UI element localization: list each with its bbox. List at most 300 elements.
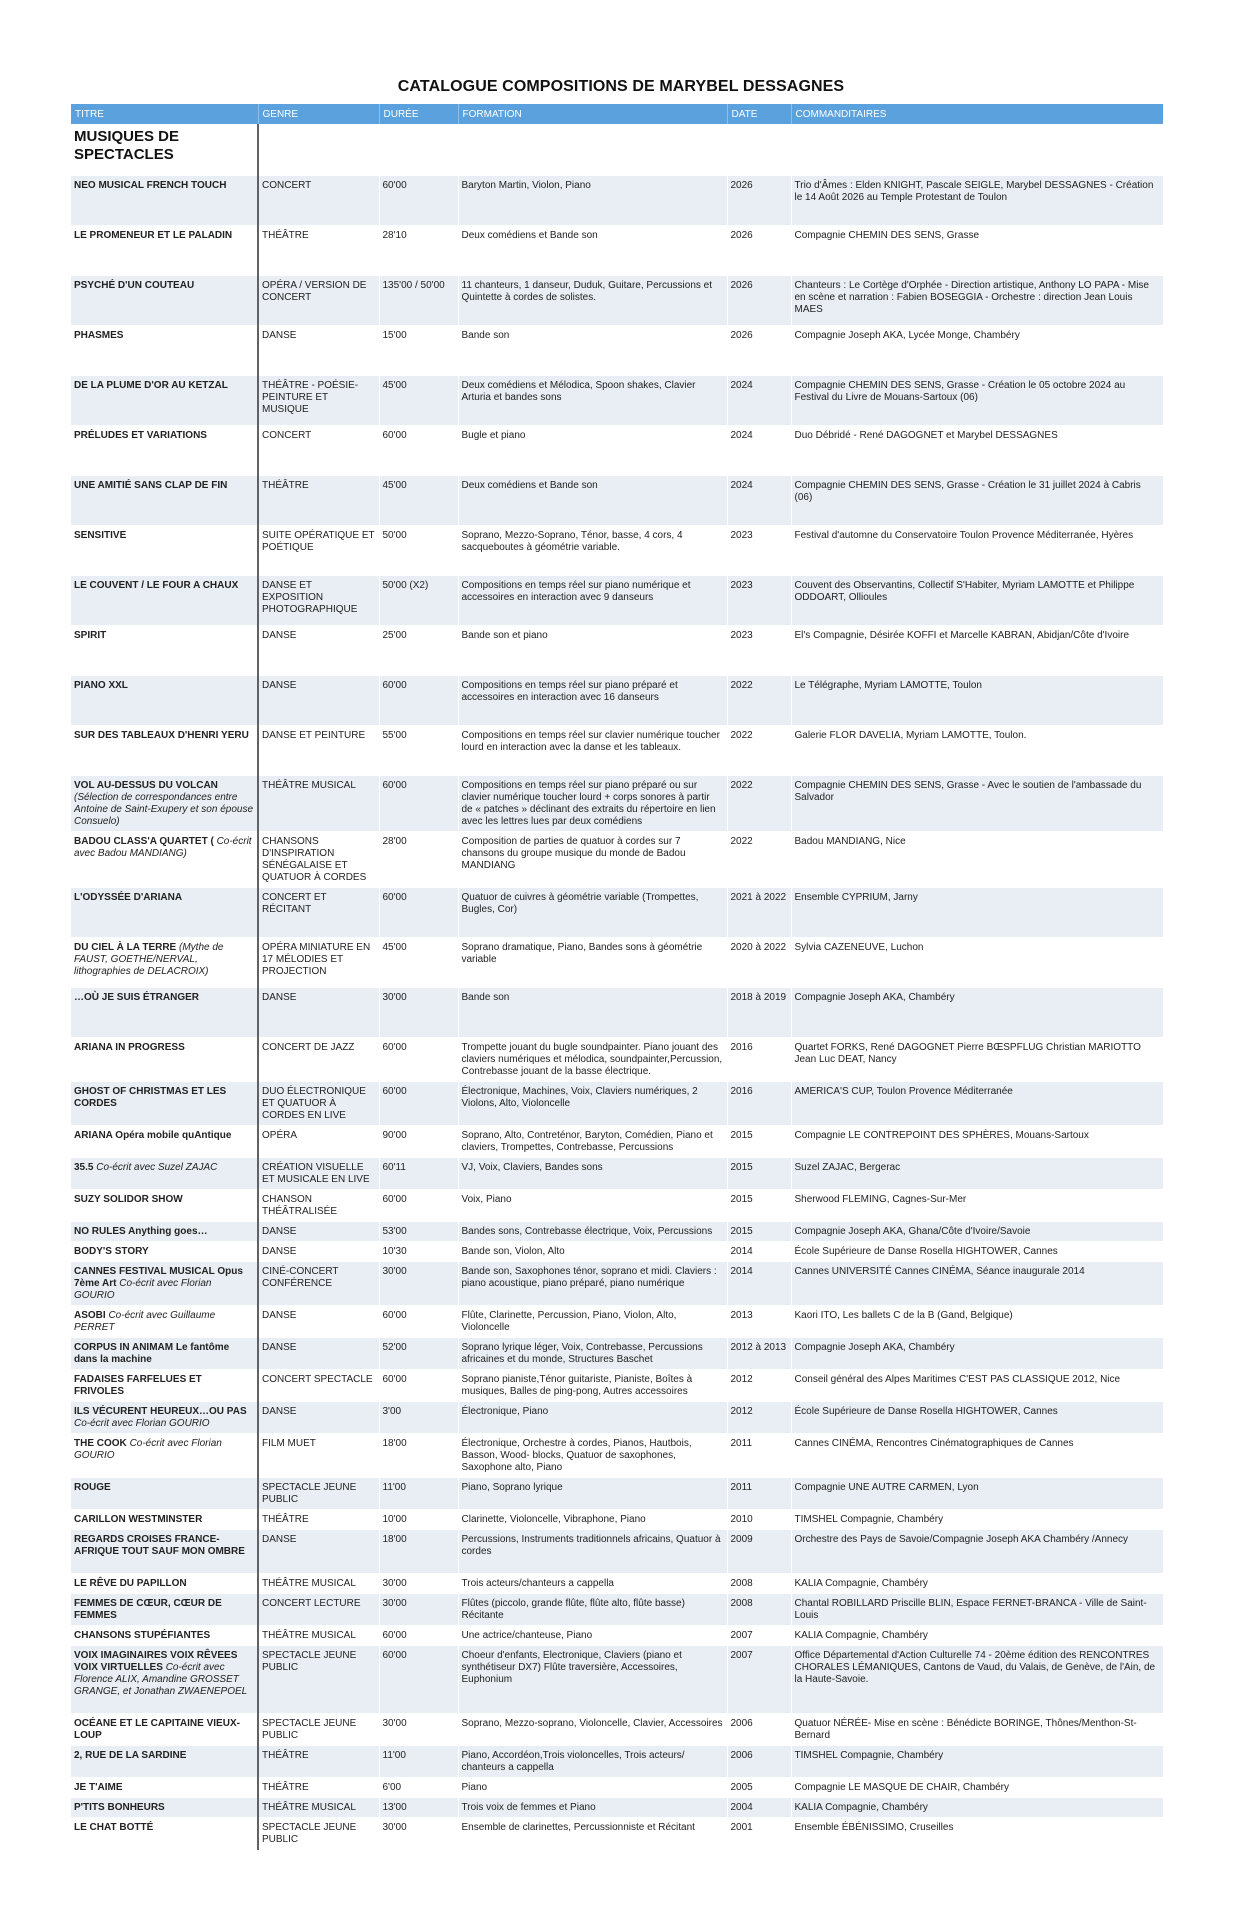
cell-titre — [71, 1573, 258, 1593]
table-row — [71, 1125, 1163, 1157]
work-title: BODY'S STORY — [74, 1245, 149, 1257]
cell-commanditaires: Festival d'automne du Conservatoire Toulon Provence Méditerranée, Hyères — [791, 525, 1163, 575]
cell-titre — [71, 1125, 258, 1157]
work-title: SUZY SOLIDOR SHOW — [74, 1193, 183, 1205]
work-note: Co-écrit avec Badou MANDIANG) — [74, 835, 252, 859]
cell-commanditaires: École Supérieure de Danse Rosella HIGHTOWER, Cannes — [791, 1401, 1163, 1433]
cell-formation: Flûte, Clarinette, Percussion, Piano, Violon, Alto, Violoncelle — [458, 1305, 727, 1337]
work-title: FEMMES DE CŒUR, CŒUR DE FEMMES — [74, 1597, 222, 1621]
cell-genre: SPECTACLE JEUNE PUBLIC — [258, 1477, 379, 1509]
cell-duree: 60'00 — [379, 1369, 458, 1401]
cell-date: 2022 — [727, 725, 791, 775]
cell-formation: Compositions en temps réel sur clavier numérique toucher lourd en interaction avec la danse et les tableaux. — [458, 725, 727, 775]
cell-genre: OPÉRA MINIATURE EN 17 MÉLODIES ET PROJECTION — [258, 937, 379, 987]
cell-genre: DANSE — [258, 987, 379, 1037]
cell-date: 2012 à 2013 — [727, 1337, 791, 1369]
cell-duree: 10'00 — [379, 1509, 458, 1529]
cell-genre: THÉÂTRE - POÉSIE- PEINTURE ET MUSIQUE — [258, 375, 379, 425]
table-row — [71, 1509, 1163, 1529]
table-row — [71, 1037, 1163, 1081]
cell-commanditaires: Sherwood FLEMING, Cagnes-Sur-Mer — [791, 1189, 1163, 1221]
cell-titre — [71, 1369, 258, 1401]
cell-genre: DANSE — [258, 1529, 379, 1573]
cell-date: 2015 — [727, 1189, 791, 1221]
cell-duree: 60'00 — [379, 1037, 458, 1081]
work-title: ARIANA Opéra mobile quAntique — [74, 1129, 232, 1141]
cell-genre: THÉÂTRE MUSICAL — [258, 1797, 379, 1817]
table-row — [71, 1305, 1163, 1337]
cell-titre — [71, 625, 258, 675]
cell-duree: 60'00 — [379, 775, 458, 831]
cell-formation: Composition de parties de quatuor à cordes sur 7 chansons du groupe musique du monde de Badou MANDIANG — [458, 831, 727, 887]
cell-genre: THÉÂTRE — [258, 1745, 379, 1777]
cell-duree: 18'00 — [379, 1433, 458, 1477]
work-title: THE COOK — [74, 1437, 127, 1449]
cell-date: 2006 — [727, 1745, 791, 1777]
table-row — [71, 725, 1163, 775]
table-row — [71, 1745, 1163, 1777]
cell-commanditaires: Cannes CINÉMA, Rencontres Cinématographiques de Cannes — [791, 1433, 1163, 1477]
cell-date: 2008 — [727, 1573, 791, 1593]
cell-commanditaires: KALIA Compagnie, Chambéry — [791, 1797, 1163, 1817]
cell-titre — [71, 1081, 258, 1125]
work-title: VOIX IMAGINAIRES VOIX RÊVEES VOIX VIRTUELLES — [74, 1649, 238, 1673]
cell-duree: 10'30 — [379, 1241, 458, 1261]
cell-genre: OPÉRA — [258, 1125, 379, 1157]
table-row — [71, 1189, 1163, 1221]
cell-genre: CONCERT — [258, 425, 379, 475]
cell-commanditaires: KALIA Compagnie, Chambéry — [791, 1625, 1163, 1645]
page-title: CATALOGUE COMPOSITIONS DE MARYBEL DESSAGNES — [397, 78, 845, 95]
cell-genre: DUO ÉLECTRONIQUE ET QUATUOR À CORDES EN LIVE — [258, 1081, 379, 1125]
column-header-commanditaires: COMMANDITAIRES — [791, 104, 1163, 124]
section-title: MUSIQUES DE SPECTACLES — [71, 124, 258, 175]
cell-formation: Soprano, Mezzo-soprano, Violoncelle, Clavier, Accessoires — [458, 1713, 727, 1745]
cell-titre — [71, 775, 258, 831]
table-row — [71, 1625, 1163, 1645]
cell-formation: Percussions, Instruments traditionnels africains, Quatuor à cordes — [458, 1529, 727, 1573]
cell-genre: OPÉRA / VERSION DE CONCERT — [258, 275, 379, 325]
table-row — [71, 1817, 1163, 1849]
table-row — [71, 887, 1163, 937]
cell-date: 2024 — [727, 425, 791, 475]
work-title: PSYCHÉ D'UN COUTEAU — [74, 279, 195, 291]
cell-titre — [71, 725, 258, 775]
cell-commanditaires: Quartet FORKS, René DAGOGNET Pierre BŒSPFLUG Christian MARIOTTO Jean Luc DEAT, Nancy — [791, 1037, 1163, 1081]
cell-date: 2023 — [727, 525, 791, 575]
cell-titre — [71, 275, 258, 325]
cell-genre: CINÉ-CONCERT CONFÉRENCE — [258, 1261, 379, 1305]
work-title: CHANSONS STUPÉFIANTES — [74, 1629, 211, 1641]
column-header-formation: FORMATION — [458, 104, 727, 124]
cell-titre — [71, 1477, 258, 1509]
cell-formation: Soprano, Mezzo-Soprano, Ténor, basse, 4 cors, 4 sacqueboutes à géométrie variable. — [458, 525, 727, 575]
work-title: 2, RUE DE LA SARDINE — [74, 1749, 187, 1761]
cell-date: 2016 — [727, 1081, 791, 1125]
cell-genre: THÉÂTRE MUSICAL — [258, 775, 379, 831]
cell-duree: 28'00 — [379, 831, 458, 887]
cell-formation: Voix, Piano — [458, 1189, 727, 1221]
work-note: Co-écrit avec Florian GOURIO — [74, 1277, 212, 1301]
cell-titre — [71, 1261, 258, 1305]
cell-commanditaires: Compagnie CHEMIN DES SENS, Grasse - Création le 05 octobre 2024 au Festival du Livre de Mouans-Sartoux (06) — [791, 375, 1163, 425]
cell-genre: CONCERT DE JAZZ — [258, 1037, 379, 1081]
table-row — [71, 1221, 1163, 1241]
cell-duree: 30'00 — [379, 1573, 458, 1593]
table-row — [71, 525, 1163, 575]
cell-duree: 60'00 — [379, 1625, 458, 1645]
table-row — [71, 1157, 1163, 1189]
work-title: OCÉANE ET LE CAPITAINE VIEUX-LOUP — [74, 1717, 240, 1741]
cell-date: 2018 à 2019 — [727, 987, 791, 1037]
work-title: BADOU CLASS'A QUARTET ( — [74, 835, 214, 847]
cell-formation: Soprano pianiste,Ténor guitariste, Pianiste, Boîtes à musiques, Balles de ping-pong, Autres accessoires — [458, 1369, 727, 1401]
table-row — [71, 425, 1163, 475]
cell-date: 2011 — [727, 1433, 791, 1477]
work-title: ILS VÉCURENT HEUREUX…OU PAS — [74, 1405, 247, 1417]
cell-duree: 25'00 — [379, 625, 458, 675]
cell-formation: Deux comédiens et Bande son — [458, 225, 727, 275]
cell-genre: DANSE — [258, 675, 379, 725]
work-title: 35.5 — [74, 1161, 94, 1173]
cell-genre: THÉÂTRE MUSICAL — [258, 1625, 379, 1645]
work-note: Co-écrit avec Guillaume PERRET — [74, 1309, 216, 1333]
cell-date: 2016 — [727, 1037, 791, 1081]
cell-duree: 45'00 — [379, 475, 458, 525]
cell-genre: DANSE ET EXPOSITION PHOTOGRAPHIQUE — [258, 575, 379, 625]
table-row — [71, 987, 1163, 1037]
table-row — [71, 1777, 1163, 1797]
table-header-row — [71, 104, 1163, 124]
cell-genre: THÉÂTRE — [258, 1509, 379, 1529]
cell-genre: SPECTACLE JEUNE PUBLIC — [258, 1645, 379, 1713]
cell-titre — [71, 425, 258, 475]
cell-titre — [71, 1401, 258, 1433]
cell-titre — [71, 1157, 258, 1189]
cell-date: 2015 — [727, 1157, 791, 1189]
cell-formation: Électronique, Orchestre à cordes, Pianos, Hautbois, Basson, Wood- blocks, Quatuor de saxophones, Saxophone alto, Piano — [458, 1433, 727, 1477]
cell-formation: Bande son — [458, 987, 727, 1037]
work-note: (Sélection de correspondances entre Antoine de Saint-Exupery et son épouse Consuelo) — [74, 791, 254, 827]
section-spacer — [727, 124, 791, 175]
cell-date: 2001 — [727, 1817, 791, 1849]
cell-date: 2022 — [727, 775, 791, 831]
cell-duree: 60'11 — [379, 1157, 458, 1189]
work-title: LE RÊVE DU PAPILLON — [74, 1577, 187, 1589]
cell-titre — [71, 325, 258, 375]
cell-commanditaires: Compagnie CHEMIN DES SENS, Grasse - Avec le soutien de l'ambassade du Salvador — [791, 775, 1163, 831]
cell-formation: Trois acteurs/chanteurs a cappella — [458, 1573, 727, 1593]
cell-formation: Clarinette, Violoncelle, Vibraphone, Piano — [458, 1509, 727, 1529]
work-title: LE CHAT BOTTÉ — [74, 1821, 154, 1833]
cell-commanditaires: Le Télégraphe, Myriam LAMOTTE, Toulon — [791, 675, 1163, 725]
cell-genre: CRÉATION VISUELLE ET MUSICALE EN LIVE — [258, 1157, 379, 1189]
table-row — [71, 1593, 1163, 1625]
cell-genre: CHANSON THÉÂTRALISÉE — [258, 1189, 379, 1221]
cell-titre — [71, 675, 258, 725]
cell-commanditaires: AMERICA'S CUP, Toulon Provence Méditerranée — [791, 1081, 1163, 1125]
cell-date: 2007 — [727, 1645, 791, 1713]
cell-duree: 90'00 — [379, 1125, 458, 1157]
cell-date: 2021 à 2022 — [727, 887, 791, 937]
table-row — [71, 1433, 1163, 1477]
cell-commanditaires: Compagnie Joseph AKA, Lycée Monge, Chambéry — [791, 325, 1163, 375]
table-row — [71, 937, 1163, 987]
cell-formation: Électronique, Machines, Voix, Claviers numériques, 2 Violons, Alto, Violoncelle — [458, 1081, 727, 1125]
work-title: ASOBI — [74, 1309, 106, 1321]
cell-commanditaires: Ensemble ÉBÉNISSIMO, Cruseilles — [791, 1817, 1163, 1849]
cell-formation: Trompette jouant du bugle soundpainter. Piano jouant des claviers numériques et mélodica, soundpainter,Percussion, Contrebasse jouant de la basse électrique. — [458, 1037, 727, 1081]
cell-titre — [71, 1529, 258, 1573]
work-title: CANNES FESTIVAL MUSICAL Opus 7ème Art — [74, 1265, 243, 1289]
cell-duree: 18'00 — [379, 1529, 458, 1573]
cell-genre: CHANSONS D'INSPIRATION SÉNÉGALAISE ET QUATUOR À CORDES — [258, 831, 379, 887]
cell-commanditaires: Sylvia CAZENEUVE, Luchon — [791, 937, 1163, 987]
cell-formation: Compositions en temps réel sur piano préparé ou sur clavier numérique toucher lourd + corps sonores à partir de « patches » déclinant des extraits du répertoire en lien avec les lettres lues par deux comédiens — [458, 775, 727, 831]
cell-titre — [71, 831, 258, 887]
cell-formation: Bande son, Saxophones ténor, soprano et midi. Claviers : piano acoustique, piano préparé, piano numérique — [458, 1261, 727, 1305]
cell-commanditaires: École Supérieure de Danse Rosella HIGHTOWER, Cannes — [791, 1241, 1163, 1261]
cell-titre — [71, 1221, 258, 1241]
column-header-genre: GENRE — [258, 104, 379, 124]
table-row — [71, 475, 1163, 525]
cell-formation: Ensemble de clarinettes, Percussionniste et Récitant — [458, 1817, 727, 1849]
cell-titre — [71, 475, 258, 525]
cell-genre: THÉÂTRE MUSICAL — [258, 1573, 379, 1593]
cell-formation: Piano, Accordéon,Trois violoncelles, Trois acteurs/ chanteurs a cappella — [458, 1745, 727, 1777]
cell-titre — [71, 987, 258, 1037]
table-row — [71, 575, 1163, 625]
cell-date: 2023 — [727, 575, 791, 625]
cell-duree: 15'00 — [379, 325, 458, 375]
cell-commanditaires: Compagnie Joseph AKA, Ghana/Côte d'Ivoire/Savoie — [791, 1221, 1163, 1241]
cell-formation: Deux comédiens et Mélodica, Spoon shakes, Clavier Arturia et bandes sons — [458, 375, 727, 425]
cell-commanditaires: Compagnie Joseph AKA, Chambéry — [791, 987, 1163, 1037]
cell-duree: 30'00 — [379, 1261, 458, 1305]
work-title: UNE AMITIÉ SANS CLAP DE FIN — [74, 479, 228, 491]
work-title: P'TITS BONHEURS — [74, 1801, 165, 1813]
cell-duree: 55'00 — [379, 725, 458, 775]
cell-duree: 30'00 — [379, 1713, 458, 1745]
section-spacer — [791, 124, 1163, 175]
cell-date: 2014 — [727, 1241, 791, 1261]
cell-commanditaires: Kaori ITO, Les ballets C de la B (Gand, Belgique) — [791, 1305, 1163, 1337]
work-title: DU CIEL À LA TERRE — [74, 941, 177, 953]
cell-duree: 50'00 (X2) — [379, 575, 458, 625]
cell-commanditaires: TIMSHEL Compagnie, Chambéry — [791, 1745, 1163, 1777]
cell-genre: CONCERT ET RÉCITANT — [258, 887, 379, 937]
cell-formation: Soprano dramatique, Piano, Bandes sons à géométrie variable — [458, 937, 727, 987]
cell-duree: 135'00 / 50'00 — [379, 275, 458, 325]
cell-date: 2004 — [727, 1797, 791, 1817]
cell-genre: SPECTACLE JEUNE PUBLIC — [258, 1713, 379, 1745]
table-row — [71, 775, 1163, 831]
work-note: Co-écrit avec Suzel ZAJAC — [96, 1161, 218, 1173]
cell-formation: VJ, Voix, Claviers, Bandes sons — [458, 1157, 727, 1189]
cell-duree: 11'00 — [379, 1477, 458, 1509]
cell-date: 2009 — [727, 1529, 791, 1573]
cell-duree: 45'00 — [379, 375, 458, 425]
cell-date: 2013 — [727, 1305, 791, 1337]
cell-formation: Bugle et piano — [458, 425, 727, 475]
cell-commanditaires: Office Départemental d'Action Culturelle 74 - 20ème édition des RENCONTRES CHORALES LÉMANIQUES, Cantons de Vaud, du Valais, de Genève, de l'Ain, de la Haute-Savoie. — [791, 1645, 1163, 1713]
cell-date: 2008 — [727, 1593, 791, 1625]
table-row — [71, 625, 1163, 675]
cell-genre: DANSE — [258, 1337, 379, 1369]
work-note: (Mythe de FAUST, GOETHE/NERVAL, lithographies de DELACROIX) — [74, 941, 224, 977]
cell-genre: DANSE ET PEINTURE — [258, 725, 379, 775]
cell-formation: Choeur d'enfants, Electronique, Claviers (piano et synthétiseur DX7) Flûte traversière, Accessoires, Euphonium — [458, 1645, 727, 1713]
table-row — [71, 225, 1163, 275]
cell-date: 2026 — [727, 325, 791, 375]
cell-date: 2022 — [727, 675, 791, 725]
work-title: PIANO XXL — [74, 679, 128, 691]
work-note: Co-écrit avec Florian GOURIO — [74, 1437, 222, 1461]
table-row — [71, 325, 1163, 375]
work-note: Co-écrit avec Florence ALIX, Amandine GROSSET GRANGE, et Jonathan ZWAENEPOEL — [74, 1661, 248, 1697]
cell-formation: Soprano lyrique léger, Voix, Contrebasse, Percussions africaines et du monde, Structures Baschet — [458, 1337, 727, 1369]
cell-titre — [71, 1337, 258, 1369]
cell-duree: 30'00 — [379, 987, 458, 1037]
cell-titre — [71, 375, 258, 425]
cell-commanditaires: Compagnie CHEMIN DES SENS, Grasse - Création le 31 juillet 2024 à Cabris (06) — [791, 475, 1163, 525]
table-body — [71, 124, 1163, 1849]
cell-titre — [71, 1625, 258, 1645]
cell-formation: Baryton Martin, Violon, Piano — [458, 175, 727, 225]
cell-duree: 60'00 — [379, 887, 458, 937]
work-title: DE LA PLUME D'OR AU KETZAL — [74, 379, 228, 391]
cell-duree: 30'00 — [379, 1817, 458, 1849]
cell-commanditaires: Trio d'Âmes : Elden KNIGHT, Pascale SEIGLE, Marybel DESSAGNES - Création le 14 Août 2026 au Temple Protestant de Toulon — [791, 175, 1163, 225]
cell-duree: 30'00 — [379, 1593, 458, 1625]
cell-titre — [71, 937, 258, 987]
work-title: CARILLON WESTMINSTER — [74, 1513, 203, 1525]
cell-date: 2026 — [727, 175, 791, 225]
cell-genre: DANSE — [258, 1241, 379, 1261]
cell-titre — [71, 175, 258, 225]
cell-commanditaires: Chantal ROBILLARD Priscille BLIN, Espace FERNET-BRANCA - Ville de Saint-Louis — [791, 1593, 1163, 1625]
cell-date: 2022 — [727, 831, 791, 887]
cell-titre — [71, 1817, 258, 1849]
cell-commanditaires: Orchestre des Pays de Savoie/Compagnie Joseph AKA Chambéry /Annecy — [791, 1529, 1163, 1573]
table-row — [71, 1241, 1163, 1261]
work-title: CORPUS IN ANIMAM Le fantôme dans la machine — [74, 1341, 230, 1365]
table-row — [71, 175, 1163, 225]
work-title: NO RULES Anything goes… — [74, 1225, 208, 1237]
section-spacer — [458, 124, 727, 175]
cell-genre: DANSE — [258, 325, 379, 375]
work-title: ARIANA IN PROGRESS — [74, 1041, 185, 1053]
column-header-duree: DURÉE — [379, 104, 458, 124]
cell-titre — [71, 575, 258, 625]
cell-titre — [71, 1433, 258, 1477]
work-title: LE PROMENEUR ET LE PALADIN — [74, 229, 233, 241]
table-row — [71, 1713, 1163, 1745]
cell-commanditaires: Cannes UNIVERSITÉ Cannes CINÉMA, Séance inaugurale 2014 — [791, 1261, 1163, 1305]
cell-commanditaires: Badou MANDIANG, Nice — [791, 831, 1163, 887]
cell-formation: Compositions en temps réel sur piano numérique et accessoires en interaction avec 9 danseurs — [458, 575, 727, 625]
work-title: JE T'AIME — [74, 1781, 123, 1793]
cell-formation: Quatuor de cuivres à géométrie variable (Trompettes, Bugles, Cor) — [458, 887, 727, 937]
cell-genre: CONCERT — [258, 175, 379, 225]
cell-commanditaires: Couvent des Observantins, Collectif S'Habiter, Myriam LAMOTTE et Philippe ODDOART, Ollioules — [791, 575, 1163, 625]
cell-date: 2014 — [727, 1261, 791, 1305]
cell-formation: Piano — [458, 1777, 727, 1797]
cell-titre — [71, 1189, 258, 1221]
cell-duree: 60'00 — [379, 675, 458, 725]
cell-commanditaires: Galerie FLOR DAVELIA, Myriam LAMOTTE, Toulon. — [791, 725, 1163, 775]
cell-formation: Une actrice/chanteuse, Piano — [458, 1625, 727, 1645]
cell-titre — [71, 1745, 258, 1777]
cell-duree: 45'00 — [379, 937, 458, 987]
work-title: VOL AU-DESSUS DU VOLCAN — [74, 779, 218, 791]
work-title: FADAISES FARFELUES ET FRIVOLES — [74, 1373, 202, 1397]
cell-date: 2015 — [727, 1221, 791, 1241]
cell-genre: DANSE — [258, 625, 379, 675]
work-title: SENSITIVE — [74, 529, 127, 541]
table-row — [71, 831, 1163, 887]
cell-date: 2012 — [727, 1401, 791, 1433]
section-spacer — [379, 124, 458, 175]
cell-genre: DANSE — [258, 1305, 379, 1337]
table-row — [71, 1573, 1163, 1593]
cell-formation: Compositions en temps réel sur piano préparé et accessoires en interaction avec 16 danseurs — [458, 675, 727, 725]
cell-commanditaires: KALIA Compagnie, Chambéry — [791, 1573, 1163, 1593]
cell-titre — [71, 1777, 258, 1797]
cell-commanditaires: Quatuor NÉRÉE- Mise en scène : Bénédicte BORINGE, Thônes/Menthon-St-Bernard — [791, 1713, 1163, 1745]
work-title: REGARDS CROISES FRANCE-AFRIQUE TOUT SAUF MON OMBRE — [74, 1533, 245, 1557]
cell-duree: 52'00 — [379, 1337, 458, 1369]
table-row — [71, 1797, 1163, 1817]
cell-formation: Bande son — [458, 325, 727, 375]
cell-genre: DANSE — [258, 1401, 379, 1433]
work-title: ROUGE — [74, 1481, 111, 1493]
work-title: GHOST OF CHRISTMAS ET LES CORDES — [74, 1085, 227, 1109]
cell-formation: Bande son et piano — [458, 625, 727, 675]
work-note: Co-écrit avec Florian GOURIO — [74, 1417, 210, 1429]
cell-genre: SUITE OPÉRATIQUE ET POÉTIQUE — [258, 525, 379, 575]
work-title: L'ODYSSÉE D'ARIANA — [74, 891, 183, 903]
section-row — [71, 124, 1163, 175]
work-title: LE COUVENT / LE FOUR A CHAUX — [74, 579, 239, 591]
cell-genre: CONCERT LECTURE — [258, 1593, 379, 1625]
cell-genre: FILM MUET — [258, 1433, 379, 1477]
table-row — [71, 1529, 1163, 1573]
cell-genre: DANSE — [258, 1221, 379, 1241]
cell-titre — [71, 525, 258, 575]
section-spacer — [258, 124, 379, 175]
cell-formation: Soprano, Alto, Contreténor, Baryton, Comédien, Piano et claviers, Trompettes, Contrebasse, Percussions — [458, 1125, 727, 1157]
cell-duree: 28'10 — [379, 225, 458, 275]
table-row — [71, 375, 1163, 425]
cell-date: 2024 — [727, 375, 791, 425]
cell-date: 2011 — [727, 1477, 791, 1509]
cell-date: 2023 — [727, 625, 791, 675]
cell-titre — [71, 1593, 258, 1625]
cell-formation: Bande son, Violon, Alto — [458, 1241, 727, 1261]
work-title: SPIRIT — [74, 629, 107, 641]
cell-commanditaires: Compagnie LE CONTREPOINT DES SPHÈRES, Mouans-Sartoux — [791, 1125, 1163, 1157]
cell-genre: SPECTACLE JEUNE PUBLIC — [258, 1817, 379, 1849]
cell-titre — [71, 1797, 258, 1817]
table-row — [71, 1081, 1163, 1125]
cell-duree: 13'00 — [379, 1797, 458, 1817]
table-row — [71, 275, 1163, 325]
cell-commanditaires: Compagnie Joseph AKA, Chambéry — [791, 1337, 1163, 1369]
cell-titre — [71, 1509, 258, 1529]
work-title: PHASMES — [74, 329, 124, 341]
work-title: PRÉLUDES ET VARIATIONS — [74, 429, 207, 441]
